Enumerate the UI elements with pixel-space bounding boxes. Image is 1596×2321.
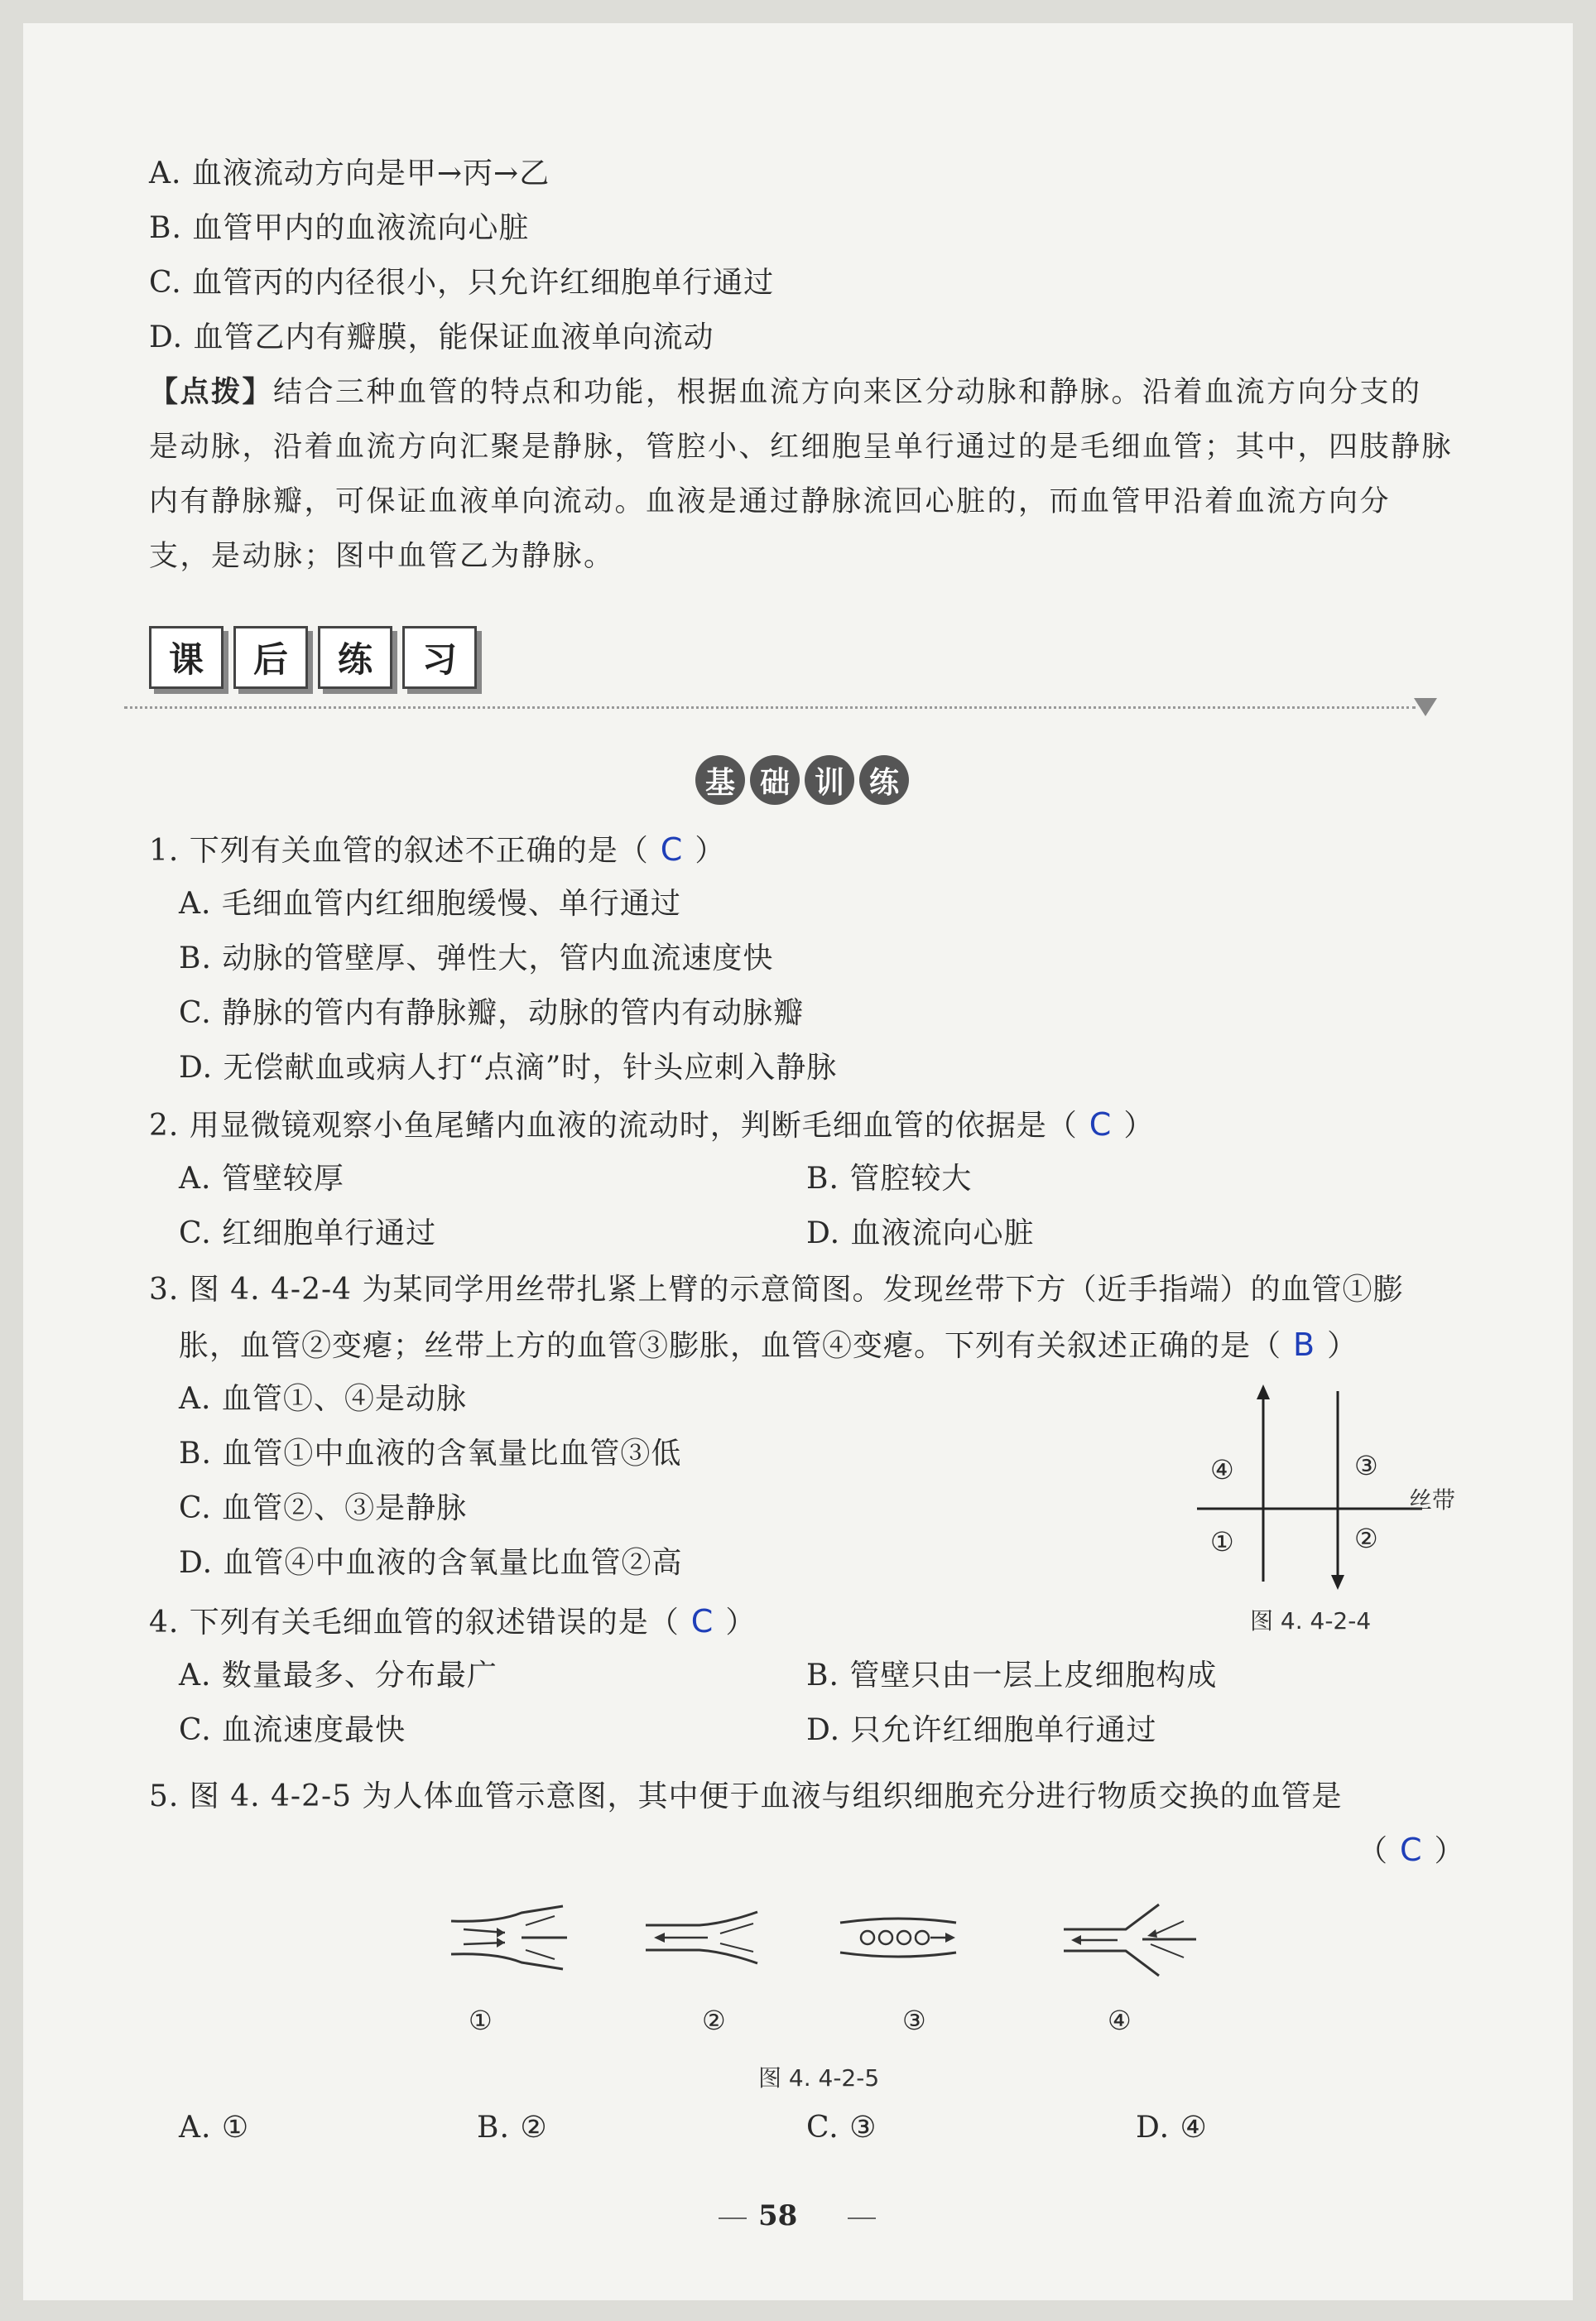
q5-fig-label-3: ③ bbox=[902, 2005, 926, 2036]
q5-answer: C bbox=[1400, 1832, 1423, 1868]
tip-label: 【点拨】 bbox=[149, 375, 274, 409]
section-title-tile-1: 课 bbox=[149, 626, 224, 689]
q3-label-4: ④ bbox=[1210, 1454, 1234, 1486]
q4-option-c: C. 血流速度最快 bbox=[179, 1713, 406, 1747]
q1-option-a: A. 毛细血管内红细胞缓慢、单行通过 bbox=[179, 887, 681, 921]
q5-option-a: A. ① bbox=[179, 2111, 250, 2145]
q3-option-c: C. 血管②、③是静脉 bbox=[179, 1491, 468, 1525]
tip-line-3: 内有静脉瓣，可保证血液单向流动。血液是通过静脉流回心脏的，而血管甲沿着血流方向分 bbox=[149, 485, 1392, 518]
q1-option-c: C. 静脉的管内有静脉瓣，动脉的管内有动脉瓣 bbox=[179, 996, 805, 1030]
q2-stem: 2. 用显微镜观察小鱼尾鳍内血液的流动时，判断毛细血管的依据是（ C ） bbox=[149, 1106, 1155, 1143]
section-title-tile-4: 习 bbox=[402, 626, 477, 689]
q3-up-arrow-icon bbox=[1257, 1384, 1270, 1399]
divider-triangle-icon bbox=[1414, 698, 1437, 716]
section-title-tile-3: 练 bbox=[318, 626, 392, 689]
q3-label-3: ③ bbox=[1354, 1450, 1378, 1481]
section-divider bbox=[124, 706, 1416, 709]
q2-option-c: C. 红细胞单行通过 bbox=[179, 1216, 437, 1250]
q4-option-a: A. 数量最多、分布最广 bbox=[179, 1659, 498, 1693]
q3-label-2: ② bbox=[1354, 1523, 1378, 1554]
q3-stem-line-2: 胀，血管②变瘪；丝带上方的血管③膨胀，血管④变瘪。下列有关叙述正确的是（ B ） bbox=[179, 1327, 1358, 1363]
q2-option-a: A. 管壁较厚 bbox=[179, 1162, 344, 1196]
page-number-dash-left bbox=[719, 2217, 747, 2219]
section-title-tile-2: 后 bbox=[233, 626, 308, 689]
prev-option-a: A. 血液流动方向是甲→丙→乙 bbox=[149, 156, 550, 190]
q2-option-d: D. 血液流向心脏 bbox=[806, 1216, 1035, 1250]
tip-line-4: 支，是动脉；图中血管乙为静脉。 bbox=[149, 540, 615, 573]
subtitle-circle-1: 基 bbox=[695, 755, 745, 805]
q2-option-b: B. 管腔较大 bbox=[806, 1162, 973, 1196]
prev-option-d: D. 血管乙内有瓣膜，能保证血液单向流动 bbox=[149, 320, 714, 354]
q3-down-arrow-icon bbox=[1331, 1575, 1344, 1590]
q3-option-d: D. 血管④中血液的含氧量比血管②高 bbox=[179, 1546, 683, 1580]
subtitle-circle-4: 练 bbox=[859, 755, 909, 805]
q2-answer: C bbox=[1089, 1106, 1113, 1143]
tip-line-1: 【点拨】结合三种血管的特点和功能，根据血流方向来区分动脉和静脉。沿着血流方向分支的 bbox=[149, 375, 1422, 409]
q5-vessel-3-capillary bbox=[836, 1913, 960, 1962]
q3-arm-diagram bbox=[1192, 1383, 1424, 1598]
q3-option-b: B. 血管①中血液的含氧量比血管③低 bbox=[179, 1437, 682, 1471]
q4-answer: C bbox=[690, 1603, 714, 1640]
q4-option-b: B. 管壁只由一层上皮细胞构成 bbox=[806, 1659, 1218, 1693]
q5-option-b: B. ② bbox=[477, 2111, 548, 2145]
tip-line-2: 是动脉，沿着血流方向汇聚是静脉，管腔小、红细胞呈单行通过的是毛细血管；其中，四肢静脉 bbox=[149, 431, 1454, 464]
q3-option-a: A. 血管①、④是动脉 bbox=[179, 1382, 467, 1416]
q5-figure-caption: 图 4. 4-2-5 bbox=[758, 2064, 880, 2092]
q5-stem: 5. 图 4. 4-2-5 为人体血管示意图，其中便于血液与组织细胞充分进行物质交换的血管是 bbox=[149, 1779, 1343, 1813]
q4-option-d: D. 只允许红细胞单行通过 bbox=[806, 1713, 1157, 1747]
q5-fig-label-4: ④ bbox=[1108, 2005, 1132, 2036]
prev-option-c: C. 血管丙的内径很小，只允许红细胞单行通过 bbox=[149, 266, 775, 300]
prev-option-b: B. 血管甲内的血液流向心脏 bbox=[149, 211, 530, 245]
q5-option-c: C. ③ bbox=[806, 2111, 877, 2145]
q5-vessel-4-branch bbox=[1060, 1896, 1200, 1979]
q1-option-d: D. 无偿献血或病人打“点滴”时，针头应刺入静脉 bbox=[179, 1051, 838, 1085]
subtitle-circle-3: 训 bbox=[805, 755, 854, 805]
q1-stem: 1. 下列有关血管的叙述不正确的是（ C ） bbox=[149, 831, 726, 868]
q1-answer: C bbox=[660, 831, 684, 868]
q5-vessel-1-artery bbox=[447, 1904, 571, 1971]
page-number-dash-right bbox=[848, 2217, 876, 2219]
q3-figure-caption: 图 4. 4-2-4 bbox=[1250, 1607, 1372, 1635]
q5-fig-label-1: ① bbox=[469, 2005, 493, 2036]
q3-stem-line-1: 3. 图 4. 4-2-4 为某同学用丝带扎紧上臂的示意简图。发现丝带下方（近手指端）的血管①膨 bbox=[149, 1273, 1404, 1307]
q5-vessel-2-vein bbox=[642, 1909, 766, 1967]
q5-answer-bracket: （ C ） bbox=[1358, 1832, 1465, 1868]
q4-stem: 4. 下列有关毛细血管的叙述错误的是（ C ） bbox=[149, 1603, 757, 1640]
page-number: 58 bbox=[758, 2199, 798, 2232]
subtitle-circle-2: 础 bbox=[750, 755, 800, 805]
q5-option-d: D. ④ bbox=[1136, 2111, 1208, 2145]
q5-fig-label-2: ② bbox=[702, 2005, 726, 2036]
q3-ribbon-label: 丝带 bbox=[1409, 1486, 1456, 1514]
q3-answer: B bbox=[1293, 1327, 1316, 1363]
q1-option-b: B. 动脉的管壁厚、弹性大，管内血流速度快 bbox=[179, 941, 774, 975]
q3-label-1: ① bbox=[1210, 1526, 1234, 1558]
